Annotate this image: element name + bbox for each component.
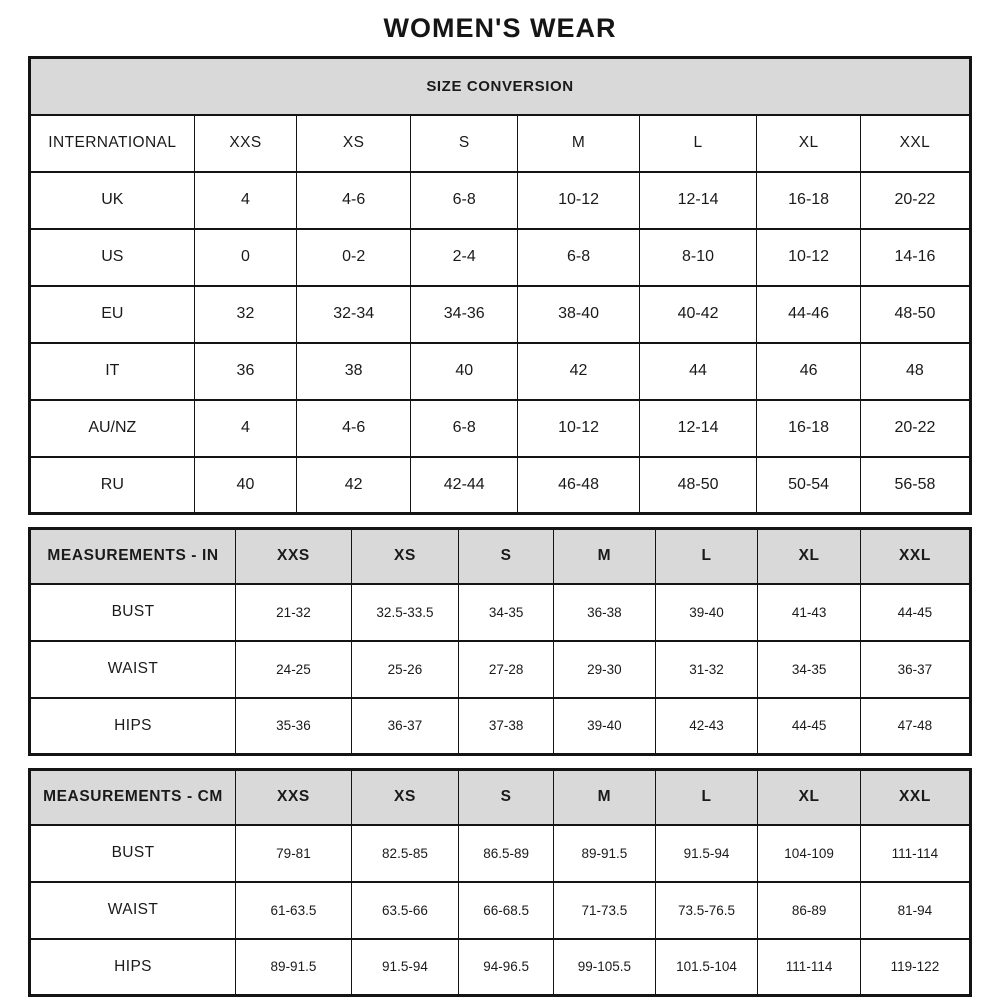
cell: 48 (860, 343, 970, 400)
col-header-xxl: XXL (860, 529, 970, 584)
measurements-in-header: MEASUREMENTS - IN (30, 529, 236, 584)
page-title: WOMEN'S WEAR (383, 13, 617, 43)
cell: 0-2 (297, 229, 411, 286)
col-header-xxs: XXS (194, 115, 297, 172)
cell: 48-50 (860, 286, 970, 343)
col-header-xs: XS (351, 770, 458, 825)
cell: 32.5-33.5 (351, 584, 458, 641)
row-label-uk: UK (30, 172, 195, 229)
cell: 111-114 (758, 939, 861, 996)
cell: 10-12 (518, 172, 639, 229)
cell: 4 (194, 400, 297, 457)
cell: 16-18 (757, 172, 861, 229)
cell: 10-12 (518, 400, 639, 457)
column-header-row (30, 529, 971, 584)
cell: 2-4 (411, 229, 518, 286)
cell: 34-36 (411, 286, 518, 343)
measurements-cm-table (28, 768, 972, 997)
cell: 6-8 (411, 400, 518, 457)
column-header-row (30, 115, 971, 172)
cell: 86.5-89 (459, 825, 554, 882)
cell: 14-16 (860, 229, 970, 286)
col-header-xl: XL (758, 529, 861, 584)
col-header-xl: XL (758, 770, 861, 825)
table-row-hips (30, 698, 971, 755)
cell: 50-54 (757, 457, 861, 514)
cell: 10-12 (757, 229, 861, 286)
cell: 20-22 (860, 172, 970, 229)
cell: 6-8 (411, 172, 518, 229)
table-row-hips (30, 939, 971, 996)
table-row-bust (30, 584, 971, 641)
cell: 4 (194, 172, 297, 229)
col-header-s: S (411, 115, 518, 172)
cell: 24-25 (236, 641, 352, 698)
size-conversion-header: SIZE CONVERSION (30, 58, 971, 115)
cell: 6-8 (518, 229, 639, 286)
table-row-ru (30, 457, 971, 514)
row-label-hips: HIPS (30, 939, 236, 996)
cell: 89-91.5 (236, 939, 352, 996)
cell: 36-37 (860, 641, 970, 698)
measurements-cm-header: MEASUREMENTS - CM (30, 770, 236, 825)
cell: 25-26 (351, 641, 458, 698)
col-header-m: M (518, 115, 639, 172)
row-label-bust: BUST (30, 584, 236, 641)
cell: 37-38 (459, 698, 554, 755)
cell: 91.5-94 (351, 939, 458, 996)
cell: 39-40 (655, 584, 758, 641)
col-header-xs: XS (351, 529, 458, 584)
cell: 63.5-66 (351, 882, 458, 939)
table-row-aunz (30, 400, 971, 457)
table-row-uk (30, 172, 971, 229)
col-header-xs: XS (297, 115, 411, 172)
col-header-international: INTERNATIONAL (30, 115, 195, 172)
cell: 56-58 (860, 457, 970, 514)
cell: 4-6 (297, 172, 411, 229)
row-label-it: IT (30, 343, 195, 400)
cell: 73.5-76.5 (655, 882, 758, 939)
row-label-us: US (30, 229, 195, 286)
cell: 36-37 (351, 698, 458, 755)
cell: 71-73.5 (554, 882, 656, 939)
cell: 44 (639, 343, 757, 400)
row-label-eu: EU (30, 286, 195, 343)
col-header-m: M (554, 770, 656, 825)
table-row-us (30, 229, 971, 286)
col-header-xxs: XXS (236, 770, 352, 825)
cell: 34-35 (459, 584, 554, 641)
col-header-s: S (459, 770, 554, 825)
cell: 12-14 (639, 172, 757, 229)
table-row-it (30, 343, 971, 400)
cell: 44-46 (757, 286, 861, 343)
cell: 40-42 (639, 286, 757, 343)
cell: 119-122 (860, 939, 970, 996)
col-header-l: L (655, 770, 758, 825)
col-header-l: L (639, 115, 757, 172)
row-label-waist: WAIST (30, 641, 236, 698)
cell: 46-48 (518, 457, 639, 514)
cell: 48-50 (639, 457, 757, 514)
cell: 0 (194, 229, 297, 286)
col-header-m: M (554, 529, 656, 584)
cell: 29-30 (554, 641, 656, 698)
col-header-xl: XL (757, 115, 861, 172)
cell: 34-35 (758, 641, 861, 698)
cell: 38 (297, 343, 411, 400)
cell: 40 (194, 457, 297, 514)
cell: 99-105.5 (554, 939, 656, 996)
cell: 94-96.5 (459, 939, 554, 996)
row-label-hips: HIPS (30, 698, 236, 755)
cell: 42 (518, 343, 639, 400)
cell: 4-6 (297, 400, 411, 457)
cell: 89-91.5 (554, 825, 656, 882)
cell: 32-34 (297, 286, 411, 343)
row-label-aunz: AU/NZ (30, 400, 195, 457)
row-label-waist: WAIST (30, 882, 236, 939)
cell: 47-48 (860, 698, 970, 755)
col-header-l: L (655, 529, 758, 584)
table-row-waist (30, 641, 971, 698)
table-header-band (30, 58, 971, 115)
col-header-xxl: XXL (860, 115, 970, 172)
column-header-row (30, 770, 971, 825)
cell: 35-36 (236, 698, 352, 755)
cell: 12-14 (639, 400, 757, 457)
cell: 41-43 (758, 584, 861, 641)
cell: 32 (194, 286, 297, 343)
cell: 40 (411, 343, 518, 400)
row-label-bust: BUST (30, 825, 236, 882)
cell: 42-43 (655, 698, 758, 755)
measurements-in-table (28, 527, 972, 756)
cell: 86-89 (758, 882, 861, 939)
cell: 16-18 (757, 400, 861, 457)
cell: 39-40 (554, 698, 656, 755)
cell: 36-38 (554, 584, 656, 641)
size-conversion-table (28, 56, 972, 515)
table-row-waist (30, 882, 971, 939)
cell: 31-32 (655, 641, 758, 698)
cell: 42-44 (411, 457, 518, 514)
cell: 44-45 (758, 698, 861, 755)
row-label-ru: RU (30, 457, 195, 514)
cell: 79-81 (236, 825, 352, 882)
cell: 81-94 (860, 882, 970, 939)
cell: 21-32 (236, 584, 352, 641)
cell: 38-40 (518, 286, 639, 343)
col-header-xxs: XXS (236, 529, 352, 584)
table-row-bust (30, 825, 971, 882)
cell: 27-28 (459, 641, 554, 698)
cell: 46 (757, 343, 861, 400)
cell: 82.5-85 (351, 825, 458, 882)
cell: 91.5-94 (655, 825, 758, 882)
col-header-xxl: XXL (860, 770, 970, 825)
cell: 36 (194, 343, 297, 400)
cell: 111-114 (860, 825, 970, 882)
cell: 42 (297, 457, 411, 514)
cell: 66-68.5 (459, 882, 554, 939)
col-header-s: S (459, 529, 554, 584)
cell: 20-22 (860, 400, 970, 457)
cell: 104-109 (758, 825, 861, 882)
cell: 61-63.5 (236, 882, 352, 939)
table-row-eu (30, 286, 971, 343)
cell: 44-45 (860, 584, 970, 641)
cell: 8-10 (639, 229, 757, 286)
cell: 101.5-104 (655, 939, 758, 996)
